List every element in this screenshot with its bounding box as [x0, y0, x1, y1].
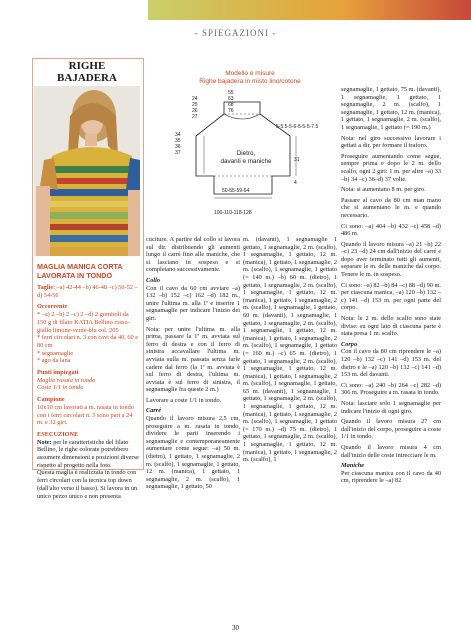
schema-value: 55: [228, 90, 234, 96]
schema-left-side-values: [175, 132, 181, 156]
schema-value: 26: [192, 108, 198, 114]
schema-center-line-1: Dietro,: [236, 150, 256, 157]
esecuzione-text: Questa maglia è realizzata in tondo con ferri circolari con la tecnica top down (dall'alto verso il basso). Si lavora in un unico pezzo unico e non presenta: [37, 469, 138, 500]
schema-width-measure: 50-55-59-64: [222, 188, 250, 194]
schema-value: 63: [228, 96, 234, 102]
schema-bottom-measure: 100-110-118-128: [214, 210, 252, 216]
paragraph: Quando il lavoro misura 2,5 cm, proseguire a m. rasata in tondo, dividere le parti inserendo i segnamaglie e contemporaneamente aumentare come segue: –a) 50 m. (dietro), 1 gettato, 1 segnamaglie, 2 m. (scalfo), 1 segnamaglie, 1 gettato, 12 m. (manica), 1 gettato, 1 segnamaglie, 2 m. (scalfo), 1 segnamaglie, 1 gettato, 50: [146, 415, 240, 491]
paragraph: Con il cavo da 60 cm avviare –a) 132 –b) 152 –c) 162 –d) 182 m., unire l'ultima m. alla 1ª e inserire 1 segnamaglie per indicare l'inizio dei giri.: [146, 284, 240, 322]
pattern-title: [32, 60, 142, 84]
paragraph: Proseguire aumentando come segue, sempre prima e dopo le 2 m. dello scalfo, ogni 2 giri: 1 m. per altre –a) 33 –b) 34 –c) 36–d) 37 volte.: [341, 152, 441, 183]
paragraph: Lavorare a coste 1/1 in tondo.: [146, 396, 222, 404]
section-heading-maniche: Maniche: [341, 462, 365, 470]
section-header: - SPIEGAZIONI -: [194, 28, 277, 38]
schema-title-line-1: Modello e misure: [225, 70, 275, 77]
paragraph: Nota: lasciare solo 1 segnamaglie per indicare l'inizio di ogni giro.: [341, 399, 441, 415]
occorrente-item: * –a) 2 –b) 2 –c) 2 –d) 2 gomitoli da 150 g di filato KATIA Bellino rosso-giallo limone-verde-blu col. 205: [37, 311, 130, 334]
paragraph: cuciture. A partire dal collo si lavora sul dir. distribuendo gli aumenti lungo il carré fino alle maniche, che si lasciano in sospeso e si completano successivamente.: [146, 236, 240, 274]
title-line-2: BAJADERA: [57, 72, 117, 84]
paragraph: Ci sono: –a) 404 –b) 432 –c) 458 –d) 486 m.: [341, 222, 441, 238]
taglie-label: Taglie: [37, 284, 54, 291]
schema-value: 76: [228, 108, 234, 114]
schema-title-line-2: Righe bajadera in misto lino/cotone: [199, 78, 301, 85]
paragraph: Quando il lavoro misura 4 cm dall'inizio delle coste intrecciare le m.: [341, 443, 441, 459]
schema-value: 27: [192, 114, 198, 120]
occorrente-item: * ago da lana: [37, 357, 71, 365]
schema-value: 36: [175, 144, 181, 150]
paragraph: Quando il lavoro misura –a) 21 –b) 22 –c) 23 –d) 24 cm dall'inizio del carré e dopo aver terminato tutti gli aumenti, separare le m. delle maniche dal corpo. Tenere le m. in sospeso.: [341, 240, 441, 279]
paragraph: Quando il lavoro misura 27 cm dall'inizio del corpo, proseguire a coste 1/1 in tondo.: [341, 418, 441, 441]
paragraph: Nota: per unire l'ultima m. alla prima, passare la 1ª m. avviata sul ferro di destra e con il ferro di sinistra accavallare l'ultima m. avviata sulla m. passata senza farle cadere dal ferro (la 1ª m. avviata è sul ferro di destra, l'ultima m. avviata è sul ferro di sinistra, il segnamaglie fra queste 2 m.): [146, 325, 240, 394]
esecuzione-note: [37, 439, 139, 470]
garment-subtitle: MAGLIA MANICA CORTA LAVORATA IN TONDO: [37, 262, 123, 280]
schema-value: 68: [228, 102, 234, 108]
schema-value: 25: [192, 102, 198, 108]
schema-value: 34: [175, 132, 181, 138]
taglie: [37, 284, 139, 299]
paragraph: Passare al cavo da 80 cm man mano che si aumentano le m. e quando necessario.: [341, 196, 441, 219]
esecuzione-label: ESECUZIONE: [37, 430, 79, 438]
note-label: Note:: [37, 438, 52, 446]
paragraph: Con il cavo da 80 cm riprendere le –a) 120 –b) 132 –c) 141 –d) 153 m. del dietro e le –a) 120 –b) 132 –c) 141 –d) 153 m. del davanti.: [341, 348, 441, 379]
occorrente-label: Occorrente: [37, 303, 68, 311]
note-text: per le caratteristiche del filato Bellino, le righe colorate potrebbero assumere dimensioni e posizioni diverse rispetto al progetto nella foto.: [37, 438, 139, 469]
schema-right-measure-bottom: 4: [294, 180, 297, 186]
schema-right-measure-side: 31: [294, 157, 300, 163]
occorrente-item: * segnamaglie: [37, 349, 74, 357]
title-line-1: RIGHE: [68, 60, 106, 72]
page-number: 30: [232, 624, 239, 632]
paragraph: Nota: le 2 m. dello scalfo sono state divise: su ogni lato di ciascuna parte è stata presa 1 m. scalfo.: [341, 315, 441, 338]
model-photo: [34, 86, 140, 256]
campione-label: Campione: [37, 396, 65, 404]
schema-value: 37: [175, 150, 181, 156]
paragraph: Ci sono: –a) 82 –b) 84 –c) 88 –d) 90 m. per ciascuna manica, –a) 120 –b) 132 –c) 141 –d) 153 m. per ogni parte del corpo.: [341, 281, 441, 312]
campione-text: 10x10 cm lavorati a m. rasata in tondo con i ferri circolari n. 3 sono pari a 24 m. e 32 giri.: [37, 403, 134, 427]
paragraph: segnamaglie, 1 gettato, 75 m. (davanti), 1 segnamaglie, 1 gettato, 1 segnamaglie, 2 m. (scalfo), 1 segnamaglie, 1 gettato, 12 m. (manica), 1 gettato, 1 segnamaglie, 2 m. (scalfo), 1 segnamaglie, 1 gettato (= 190 m.): [341, 86, 441, 131]
sidebar-text: [37, 263, 139, 500]
section-heading-carre: Carré: [146, 407, 162, 415]
schema-center-label: [216, 150, 276, 166]
punti-item: Coste 1/1 in tondo: [37, 384, 84, 392]
top-knit-strip: [148, 0, 471, 20]
paragraph: Nota: si aumentano 8 m. per giro.: [341, 186, 426, 194]
schema-value: 35: [175, 138, 181, 144]
punti-label: Punti impiegati: [37, 369, 79, 377]
section-heading-corpo: Corpo: [341, 340, 358, 348]
text-column-3: [341, 86, 441, 488]
schema-title: [150, 70, 350, 86]
paragraph: Per ciascuna manica con il cavo da 40 cm, riprendere le –a) 82: [341, 469, 441, 485]
section-heading-collo: Collo: [146, 276, 160, 284]
text-column-1: [146, 236, 240, 494]
schema-left-top-values: [192, 96, 198, 120]
schema-right-top-values: [228, 90, 234, 114]
schema-value: 24: [192, 96, 198, 102]
paragraph: m. (davanti), 1 segnamaglie 1 gettato, 1 segnamaglie, 2 m. (scalfo), 1 segnamaglie, 1 gettato, 12 m. (manica), 1 gettato, 1 segnamaglie, 2 m. (scalfo), 1 segnamaglie, 1 gettato (= 140 m.) –b) 60 m. (dietro), 1 gettato, 1 segnamaglie, 2 m. (scalfo), 1 segnamaglie, 1 gettato, 12 m. (manica), 1 gettato, 1 segnamaglie, 2 m. (scalfo), 1 segnamaglie, 1 gettato, 60 m. (davanti), 1 segnamaglie, 1 gettato, 1 segnamaglie, 2 m. (scalfo), 1 segnamaglie, 1 gettato, 12 m. (manica), 1 gettato, 1 segnamaglie, 2 m. (scalfo), 1 segnamaglie, 1 gettato (= 160 m.) –c) 65 m. (dietro), 1 gettato, 1 segnamaglie, 2 m. (scalfo), 1 segnamaglie, 1 gettato, 12 m. (manica), 1 gettato, 1 segnamaglie, 2 m. (scalfo), 1 segnamaglie, 1 gettato, 65 m. (davanti), 1 segnamaglie, 1 gettato, 1 segnamaglie, 2 m. (scalfo), 1 segnamaglie, 1 gettato, 12 m. (manica), 1 gettato, 1 segnamaglie, 2 m. (scalfo), 1 segnamaglie, 1 gettato (= 170 m.) –d) 75 m. (dietro), 1 gettato, 1 segnamaglie, 2 m. (scalfo), 1 segnamaglie, 1 gettato, 12 m. (manica), 1 gettato, 1 segnamaglie, 2 m. (scalfo), 1: [243, 236, 337, 464]
occorrente-item: * ferri circolari n. 3 con cavi da 40, 60 e 80 cm: [37, 334, 139, 349]
schema-right-measure-top: 5-5.5-5-6-5-5-5-7.5: [276, 124, 319, 130]
paragraph: Nota: nel giro successivo lavorare i gettati a dir. per formare il traforo.: [341, 134, 441, 150]
text-column-2: [243, 236, 337, 467]
paragraph: Ci sono: –a) 240 –b) 264 –c) 282 –d) 306 m. Proseguire a m. rasata in tondo.: [341, 381, 441, 397]
punti-item: Maglia rasata in tondo: [37, 376, 96, 384]
schema-center-line-2: davanti e maniche: [220, 158, 272, 165]
taglie-values: : –a) 42-44 –b) 46-48 –c) 50-52 –d) 54-56: [37, 284, 138, 299]
